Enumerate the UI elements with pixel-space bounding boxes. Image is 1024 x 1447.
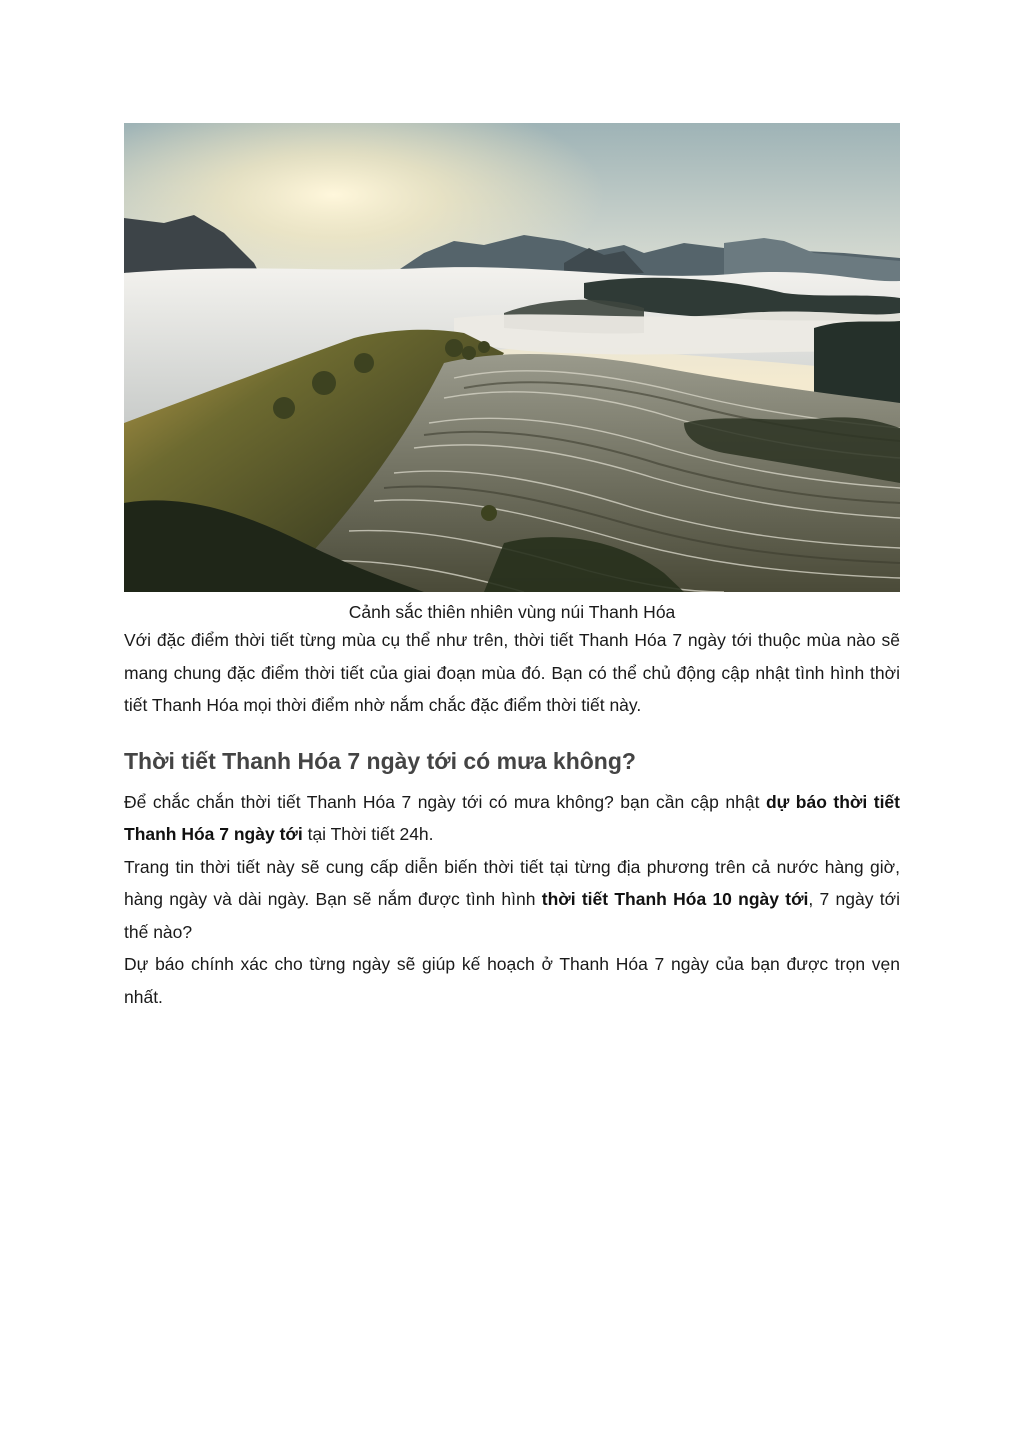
paragraph-accurate-forecast: Dự báo chính xác cho từng ngày sẽ giúp kế hoạch ở Thanh Hóa 7 ngày của bạn được trọn vẹn nhất. xyxy=(124,954,900,1007)
intro-paragraph: Với đặc điểm thời tiết từng mùa cụ thể như trên, thời tiết Thanh Hóa 7 ngày tới thuộc mùa nào sẽ mang chung đặc điểm thời tiết của giai đoạn mùa đó. Bạn có thể chủ động cập nhật tình hình thời tiết Thanh Hóa mọi thời điểm nhờ nắm chắc đặc điểm thời tiết này. xyxy=(124,630,900,715)
paragraph-text: , 7 ngày tới thế nào? xyxy=(124,889,900,942)
mountain-terrace-image xyxy=(124,123,900,592)
paragraph-forecast-link xyxy=(124,786,900,851)
paragraph-weather-site xyxy=(124,851,900,949)
paragraph-text: tại Thời tiết 24h. xyxy=(302,824,434,844)
image-caption: Cảnh sắc thiên nhiên vùng núi Thanh Hóa xyxy=(348,602,676,622)
bold-keyword: thời tiết Thanh Hóa 10 ngày tới xyxy=(541,889,809,909)
document-page xyxy=(124,123,900,1013)
paragraph-text: Trang tin thời tiết này sẽ cung cấp diễn biến thời tiết tại từng địa phương trên cả nước hàng giờ, hàng ngày và dài ngày. Bạn sẽ nắm được tình hình xyxy=(124,856,900,909)
landscape-photo xyxy=(124,123,900,592)
section-heading: Thời tiết Thanh Hóa 7 ngày tới có mưa không? xyxy=(124,747,636,774)
paragraph-text: Để chắc chắn thời tiết Thanh Hóa 7 ngày tới có mưa không? bạn cần cập nhật xyxy=(124,791,766,812)
bold-keyword: dự báo thời tiết Thanh Hóa 7 ngày tới xyxy=(124,791,900,844)
